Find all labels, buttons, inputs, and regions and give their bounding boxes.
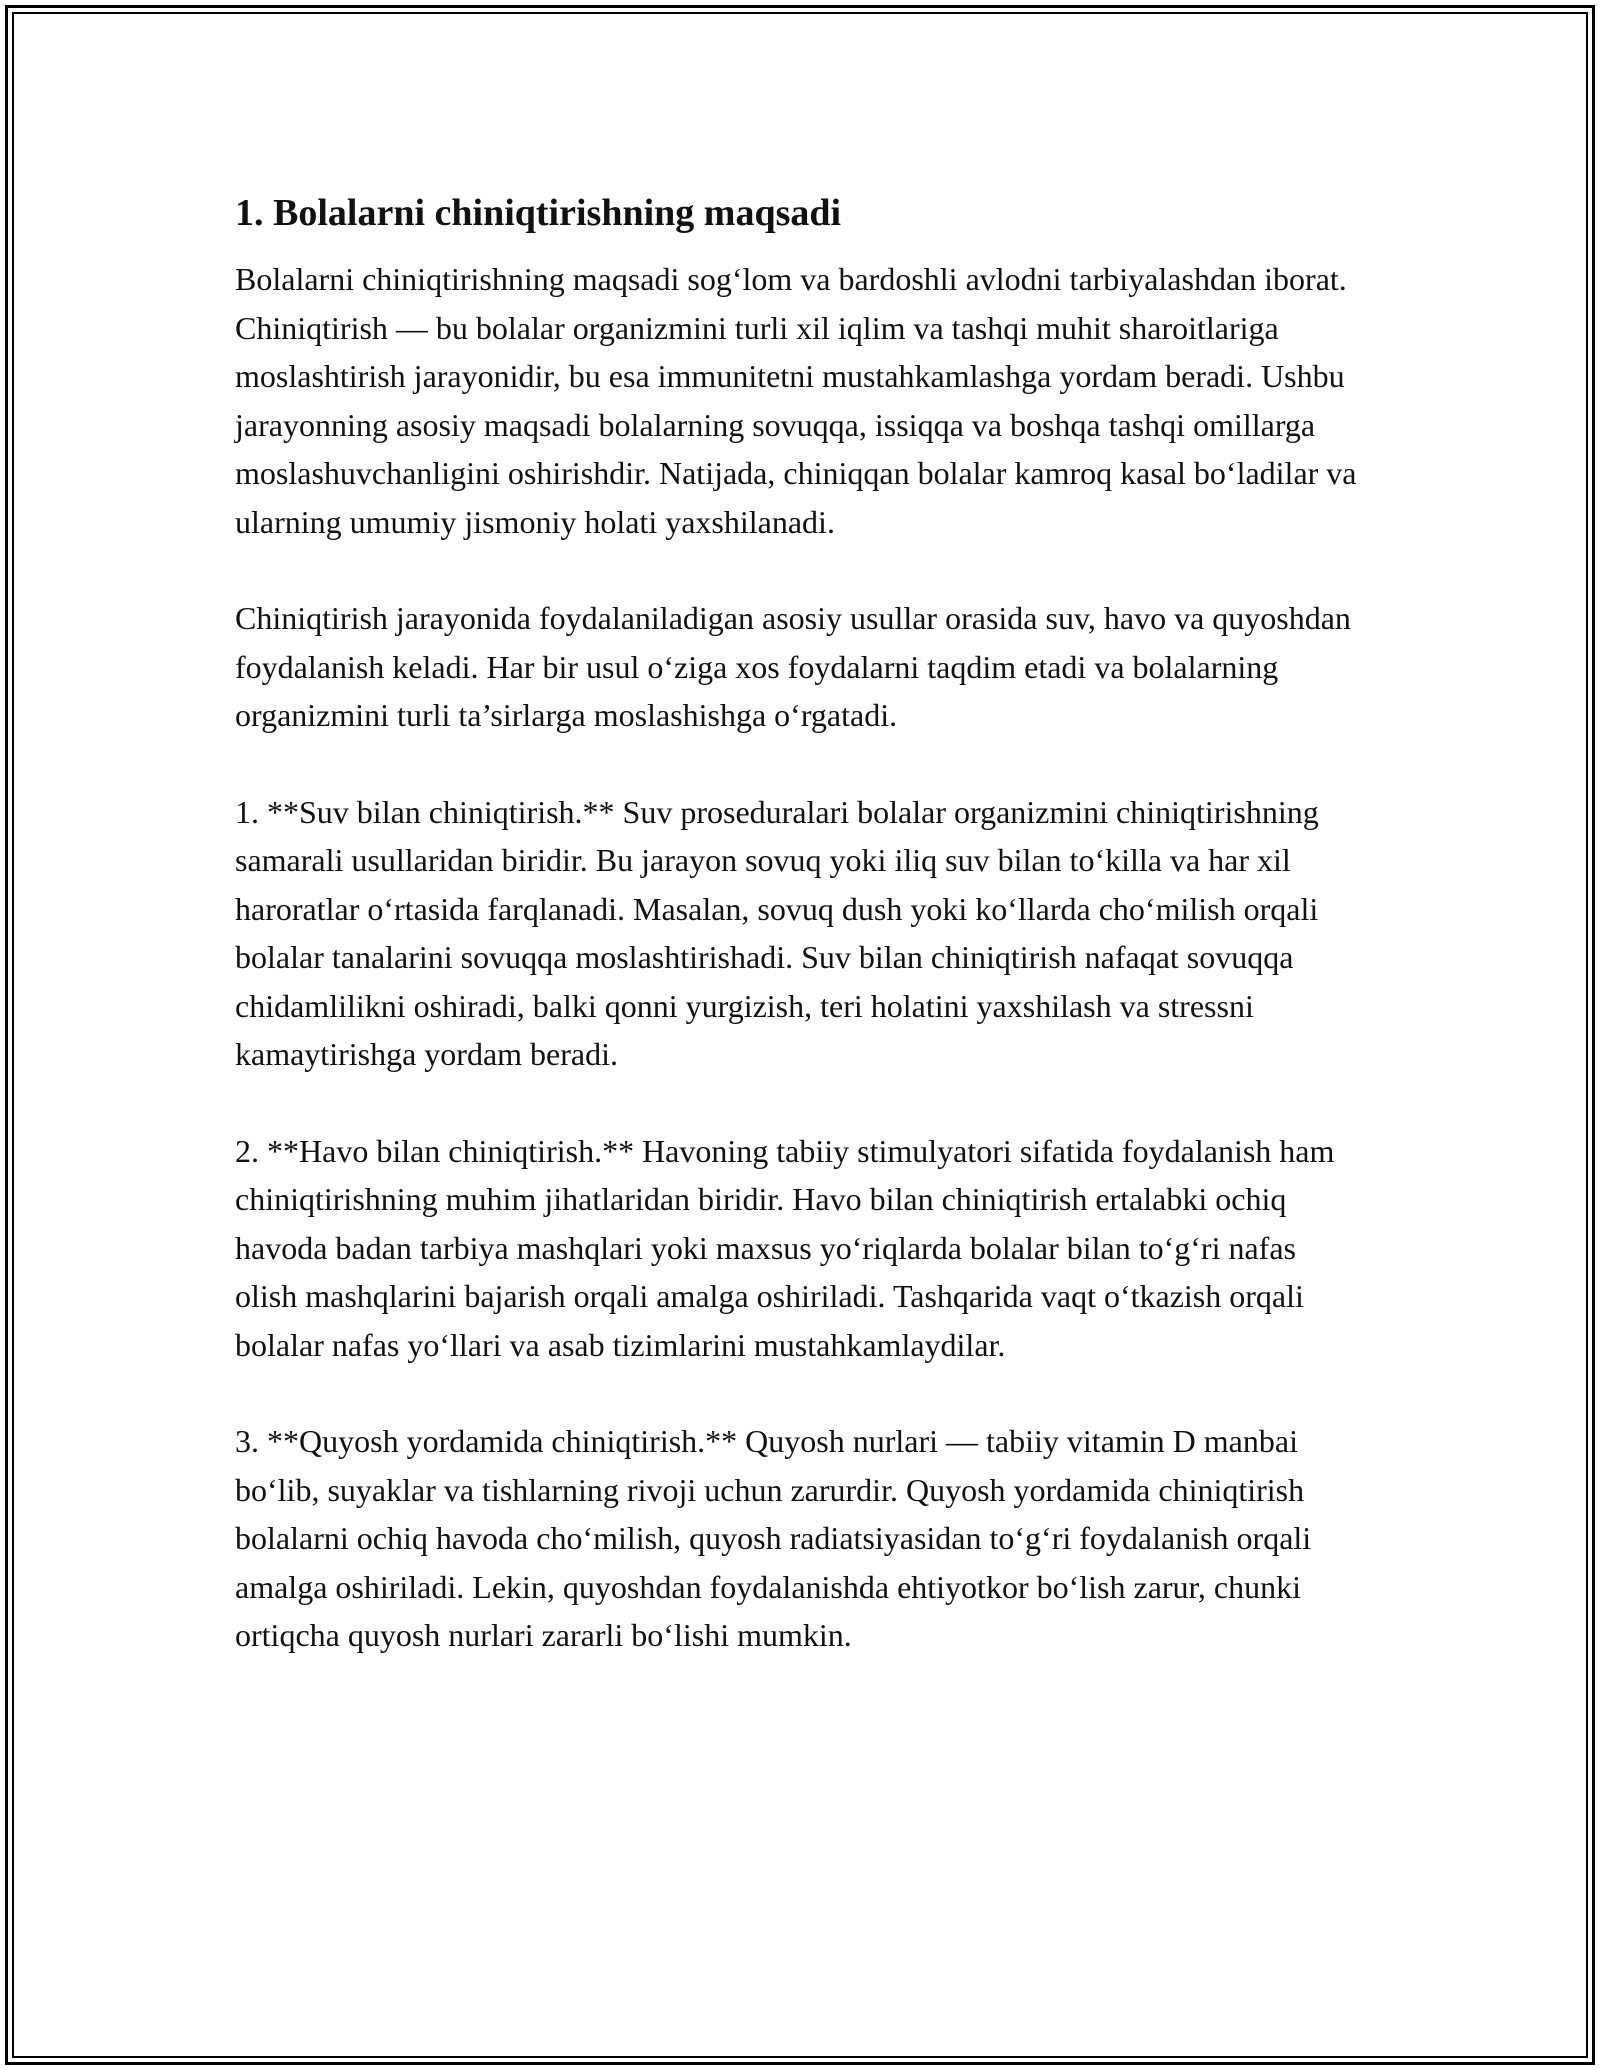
section-heading: 1. Bolalarni chiniqtirishning maqsadi — [235, 192, 842, 234]
paragraph-sun: 3. **Quyosh yordamida chiniqtirish.** Quyosh nurlari — tabiiy vitamin D manbai bo‘lib, suyaklar va tishlarning rivoji uchun zarurdir. Quyosh yordamida chiniqtirish bolalarni ochiq havoda cho‘milish, quyosh radiatsiyasidan to‘g‘ri foydalanish orqali amalga oshiriladi. Lekin, quyoshdan foydalanishda ehtiyotkor bo‘lish zarur, chunki ortiqcha quyosh nurlari zararli bo‘lishi mumkin. — [235, 1423, 1312, 1653]
paragraph-methods: Chiniqtirish jarayonida foydalaniladigan asosiy usullar orasida suv, havo va quyoshdan foydalanish keladi. Har bir usul o‘ziga xos foydalarni taqdim etadi va bolalarning organizmini turli ta’sirlarga moslashishga o‘rgatadi. — [235, 600, 1351, 733]
document-body — [235, 187, 1365, 1708]
paragraph-intro: Bolalarni chiniqtirishning maqsadi sog‘lom va bardoshli avlodni tarbiyalashdan iborat. Chiniqtirish — bu bolalar organizmini turli xil iqlim va tashqi muhit sharoitlariga moslashtirish jarayonidir, bu esa immunitetni mustahkamlashga yordam beradi. Ushbu jarayonning asosiy maqsadi bolalarning sovuqqa, issiqqa va boshqa tashqi omillarga moslashuvchanligini oshirishdir. Natijada, chiniqqan bolalar kamroq kasal bo‘ladilar va ularning umumiy jismoniy holati yaxshilanadi. — [235, 261, 1357, 540]
paragraph-water: 1. **Suv bilan chiniqtirish.** Suv proseduralari bolalar organizmini chiniqtirishning samarali usullaridan biridir. Bu jarayon sovuq yoki iliq suv bilan to‘killa va har xil haroratlar o‘rtasida farqlanadi. Masalan, sovuq dush yoki ko‘llarda cho‘milish orqali bolalar tanalarini sovuqqa moslashtirishadi. Suv bilan chiniqtirish nafaqat sovuqqa chidamlilikni oshiradi, balki qonni yurgizish, teri holatini yaxshilash va stressni kamaytirishga yordam beradi. — [235, 793, 1319, 1072]
paragraph-air: 2. **Havo bilan chiniqtirish.** Havoning tabiiy stimulyatori sifatida foydalanish ham chiniqtirishning muhim jihatlaridan biridir. Havo bilan chiniqtirish ertalabki ochiq havoda badan tarbiya mashqlari yoki maxsus yo‘riqlarda bolalar bilan to‘g‘ri nafas olish mashqlarini bajarish orqali amalga oshiriladi. Tashqarida vaqt o‘tkazish orqali bolalar nafas yo‘llari va asab tizimlarini mustahkamlaydilar. — [235, 1132, 1335, 1363]
